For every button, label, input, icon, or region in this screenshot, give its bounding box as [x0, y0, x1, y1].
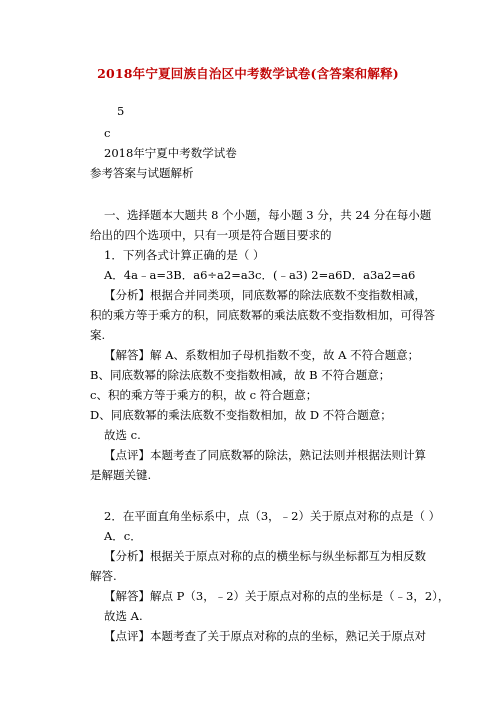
text-line: 是解题关键. — [90, 468, 152, 482]
text-line: 解答. — [90, 569, 117, 583]
text-line: 2018年宁夏中考数学试卷 — [104, 146, 237, 160]
text-line: A．c． — [104, 529, 142, 543]
text-line: c、积的乘方等于乘方的积，故 c 符合题意； — [90, 388, 318, 402]
text-line: 积的乘方等于乘方的积，同底数幂的乘法底数不变指数相加，可得答 — [90, 308, 435, 322]
text-line: 【解答】解 A、系数相加子母机指数不变，故 A 不符合题意； — [104, 348, 420, 362]
text-line: 【分析】根据关于原点对称的点的横坐标与纵坐标都互为相反数 — [104, 549, 426, 563]
text-line: D、同底数幂的乘法底数不变指数相加，故 D 不符合题意； — [90, 408, 392, 422]
text-line: 【分析】根据合并同类项，同底数幂的除法底数不变指数相减， — [104, 288, 426, 302]
text-line: A．4a﹣a=3B．a6÷a2=a3c．(﹣a3) 2=a6D．a3a2=a6 — [104, 268, 416, 282]
text-line: B、同底数幂的除法底数不变指数相减，故 B 不符合题意； — [90, 368, 391, 382]
text-line: 【点评】本题考查了同底数幂的除法，熟记法则并根据法则计算 — [104, 448, 426, 462]
text-line: 故选 c. — [104, 428, 141, 442]
text-line: 5 — [117, 104, 125, 118]
document-title: 2018年宁夏回族自治区中考数学试卷(含答案和解释) — [97, 66, 399, 81]
text-line: c — [104, 126, 111, 140]
text-line: 案. — [90, 328, 106, 342]
text-line: 【点评】本题考查了关于原点对称的点的坐标，熟记关于原点对 — [104, 629, 426, 643]
text-line: 参考答案与试题解析 — [90, 166, 194, 180]
text-line: 1．下列各式计算正确的是（ ） — [104, 248, 265, 262]
text-line: 2．在平面直角坐标系中，点（3，﹣2）关于原点对称的点是（ ） — [104, 509, 441, 523]
text-line: 故选 A. — [104, 609, 143, 623]
text-line: 给出的四个选项中，只有一项是符合题目要求的 — [90, 228, 332, 242]
text-line: 一、选择题本大题共 8 个小题，每小题 3 分，共 24 分在每小题 — [104, 208, 432, 222]
text-line: 【解答】解点 P（3，﹣2）关于原点对称的点的坐标是（﹣3，2）， — [104, 589, 450, 603]
